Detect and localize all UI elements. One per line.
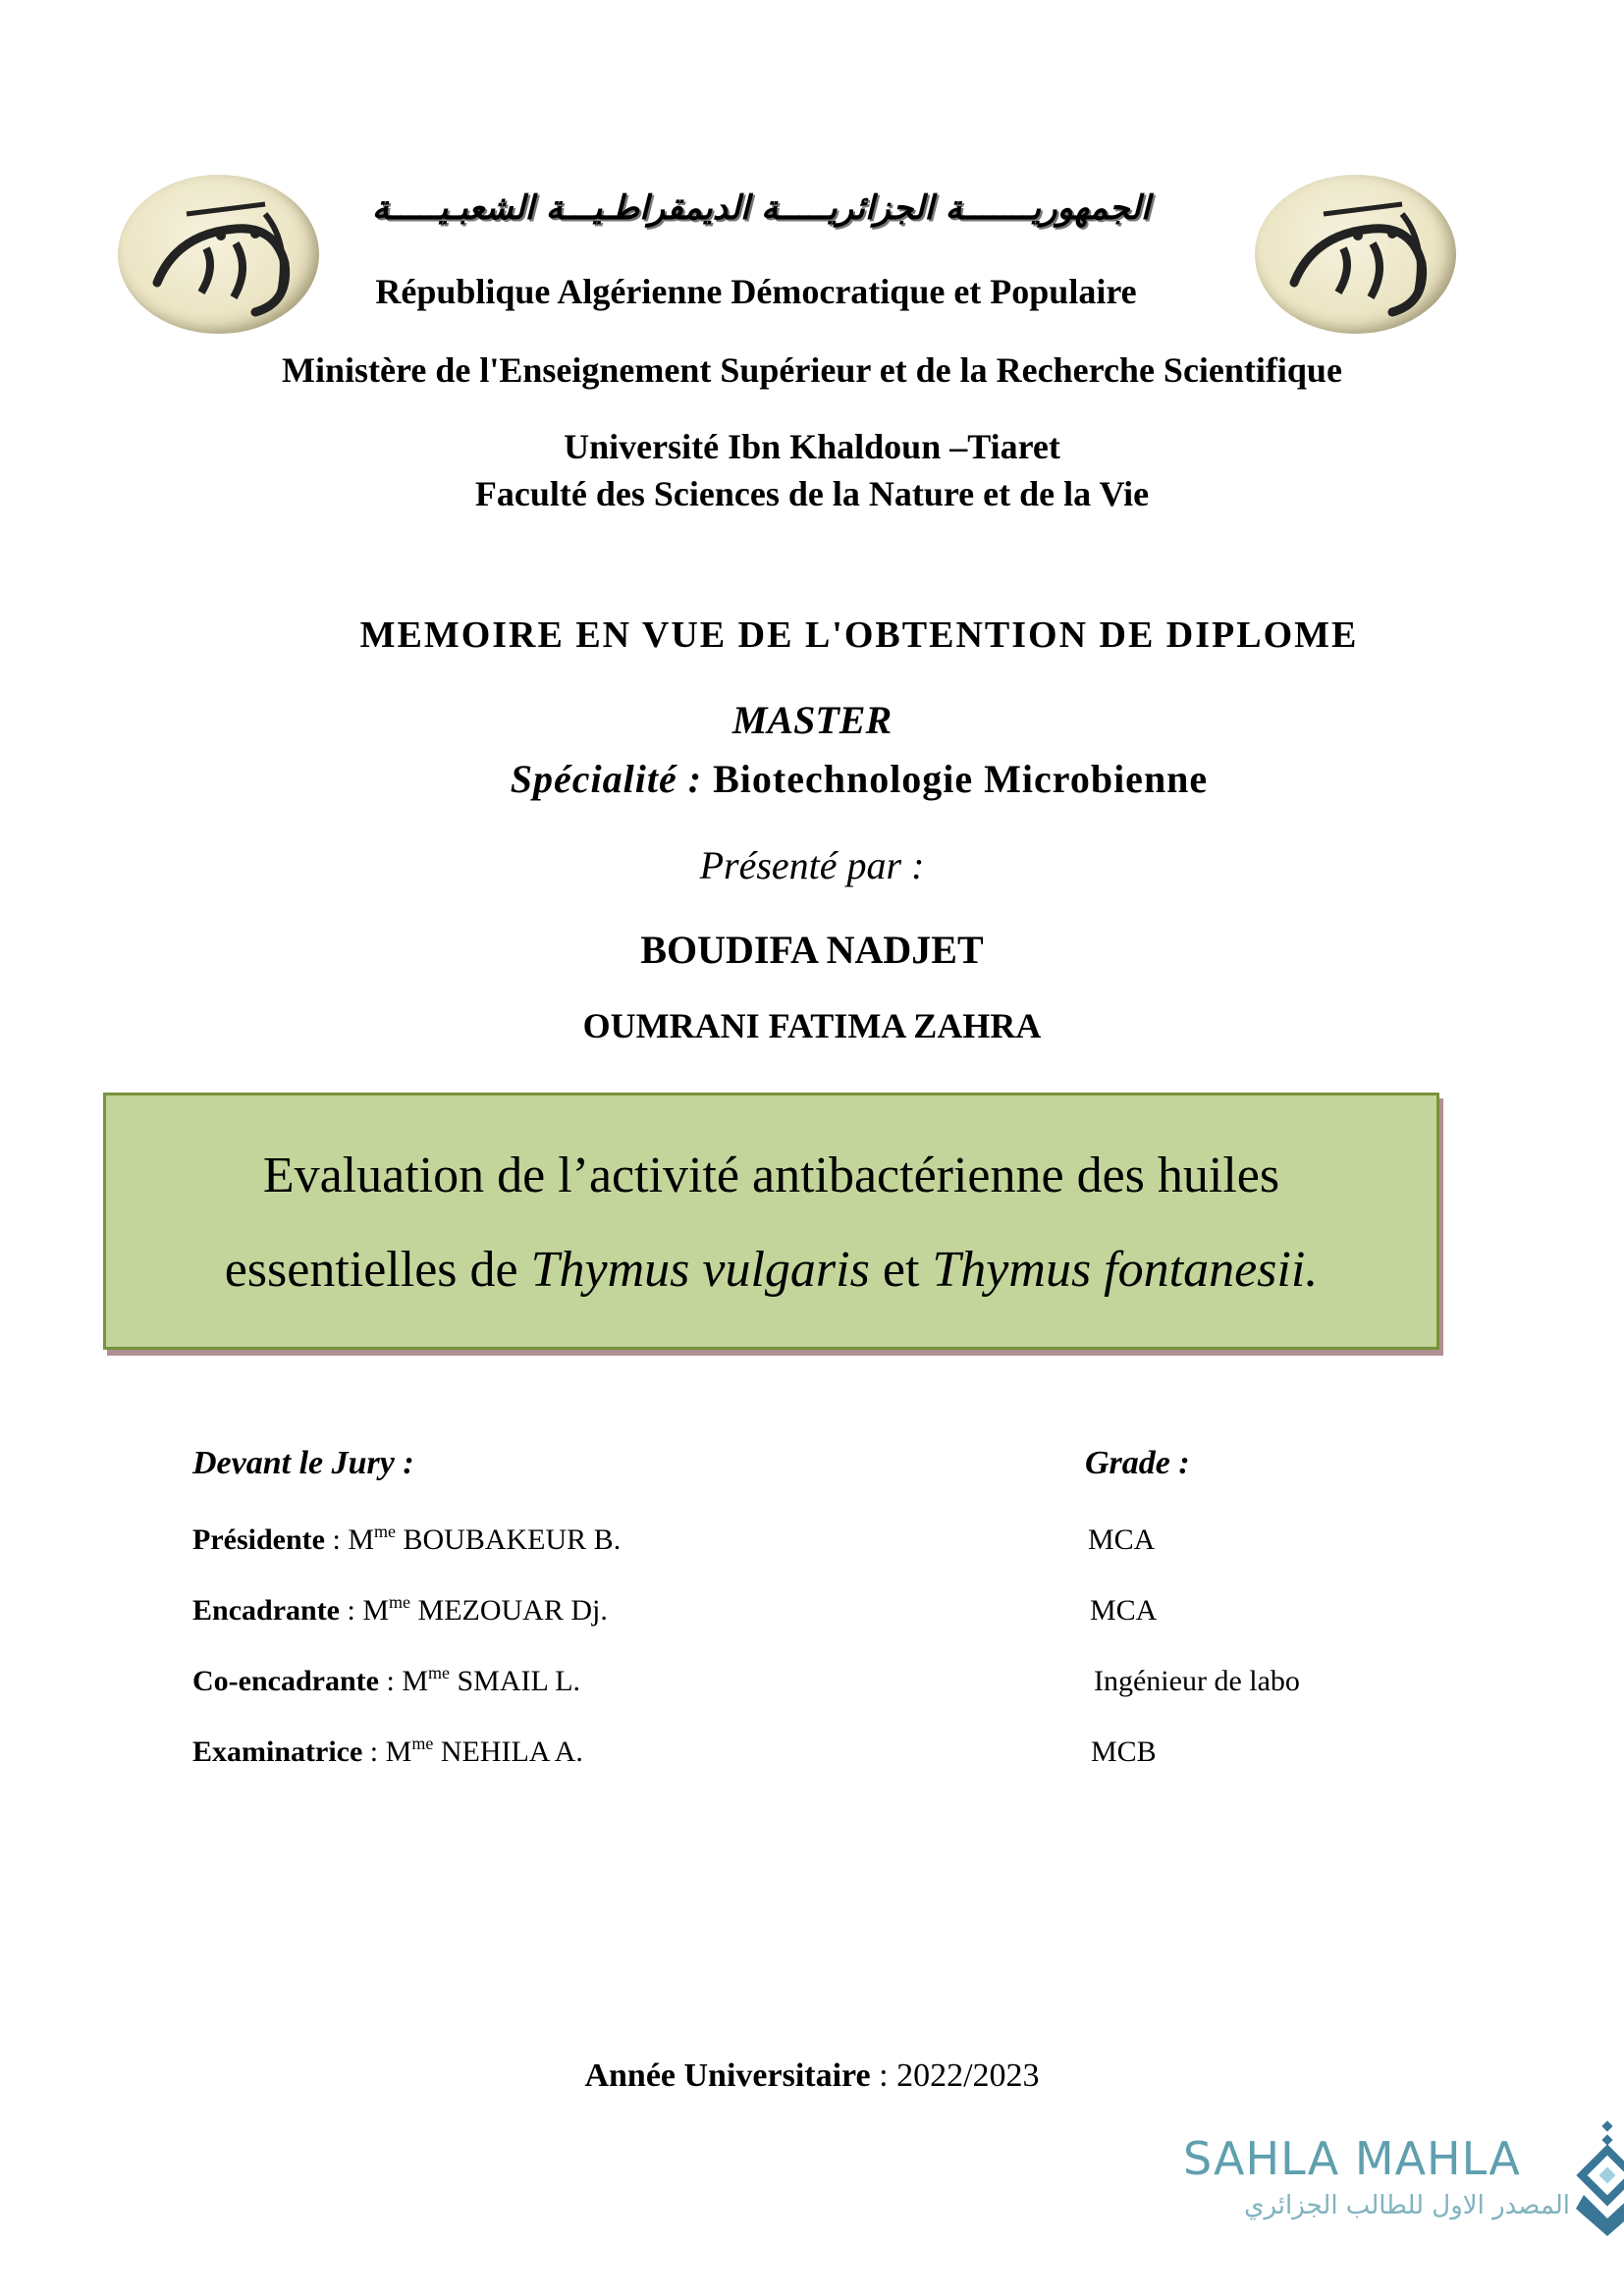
title-text: et xyxy=(869,1242,933,1298)
jury-heading: Devant le Jury : xyxy=(192,1445,414,1481)
title-text: essentielles de xyxy=(224,1242,531,1298)
university-seal-icon-left xyxy=(118,175,319,334)
jury-role: Examinatrice xyxy=(192,1735,363,1768)
jury-title: M xyxy=(385,1735,412,1768)
presented-by-label: Présenté par : xyxy=(699,843,925,887)
jury-title-sup: me xyxy=(411,1734,434,1753)
sahla-mahla-watermark xyxy=(1183,2120,1570,2228)
jury-member-row: Examinatrice : $M^{me}$ NEHILA A. xyxy=(192,1734,583,1768)
jury-name: SMAIL L. xyxy=(457,1665,581,1697)
jury-member-row: Co-encadrante : $M^{me}$ SMAIL L. xyxy=(192,1663,581,1697)
species-name: Thymus fontanesii. xyxy=(932,1242,1319,1298)
jury-role: Co-encadrante xyxy=(192,1665,379,1697)
jury-member-row: Présidente : $M^{me}$ BOUBAKEUR B. xyxy=(192,1522,622,1556)
jury-title: M xyxy=(402,1665,428,1697)
jury-grade: Ingénieur de labo xyxy=(1094,1665,1300,1697)
jury-role: Présidente xyxy=(192,1523,325,1556)
student-name: BOUDIFA NADJET xyxy=(640,928,984,972)
grade-heading: Grade : xyxy=(1085,1445,1190,1481)
jury-name: BOUBAKEUR B. xyxy=(403,1523,622,1556)
specialite-label: Spécialité : xyxy=(510,757,703,801)
jury-grade: MCA xyxy=(1090,1594,1158,1627)
ministry-title: Ministère de l'Enseignement Supérieur et de la Recherche Scientifique xyxy=(282,350,1342,390)
university-name: Université Ibn Khaldoun –Tiaret xyxy=(564,427,1060,466)
watermark-tagline: المصدر الاول للطالب الجزائري xyxy=(1244,2191,1570,2220)
jury-title: M xyxy=(348,1523,374,1556)
jury-title-sup: me xyxy=(428,1663,450,1682)
arabic-republic-title: الجمهوريـــــــة الجزائريـــــة الديمقراطـيـــة الشعبـيـــــة xyxy=(371,188,1151,228)
thesis-title-line1: Evaluation de l’activité antibactérienne des huiles xyxy=(262,1148,1280,1203)
university-seal-icon-right xyxy=(1255,175,1456,334)
thesis-title-line2 xyxy=(106,1241,1436,1299)
academic-year-value: 2022/2023 xyxy=(896,2057,1040,2094)
memoire-heading: MEMOIRE EN VUE DE L'OBTENTION DE DIPLOME xyxy=(359,614,1359,656)
separator: : xyxy=(870,2057,897,2094)
jury-title-sup: me xyxy=(374,1522,396,1541)
jury-title: M xyxy=(362,1594,390,1627)
jury-name: MEZOUAR Dj. xyxy=(417,1594,608,1627)
jury-member-row: Encadrante : $M^{me}$ MEZOUAR Dj. xyxy=(192,1592,608,1627)
jury-title-sup: me xyxy=(389,1592,411,1612)
faculty-name: Faculté des Sciences de la Nature et de la Vie xyxy=(474,474,1150,513)
watermark-brand: SAHLA MAHLA xyxy=(1183,2132,1521,2185)
jury-role: Encadrante xyxy=(192,1594,340,1627)
jury-grade: MCA xyxy=(1088,1523,1156,1556)
republic-title: République Algérienne Démocratique et Populaire xyxy=(375,272,1137,311)
master-level: MASTER xyxy=(731,698,893,742)
academic-year-label: Année Universitaire xyxy=(584,2057,871,2094)
thesis-title-box xyxy=(103,1093,1439,1350)
specialite-line xyxy=(295,756,1424,802)
jury-name: NEHILA A. xyxy=(440,1735,583,1768)
student-name: OUMRANI FATIMA ZAHRA xyxy=(582,1006,1042,1045)
sahla-mahla-logo-icon xyxy=(1574,2120,1624,2238)
jury-grade: MCB xyxy=(1091,1735,1157,1768)
academic-year xyxy=(0,2057,1624,2095)
specialite-value: Biotechnologie Microbienne xyxy=(713,757,1209,801)
species-name: Thymus vulgaris xyxy=(530,1242,870,1298)
